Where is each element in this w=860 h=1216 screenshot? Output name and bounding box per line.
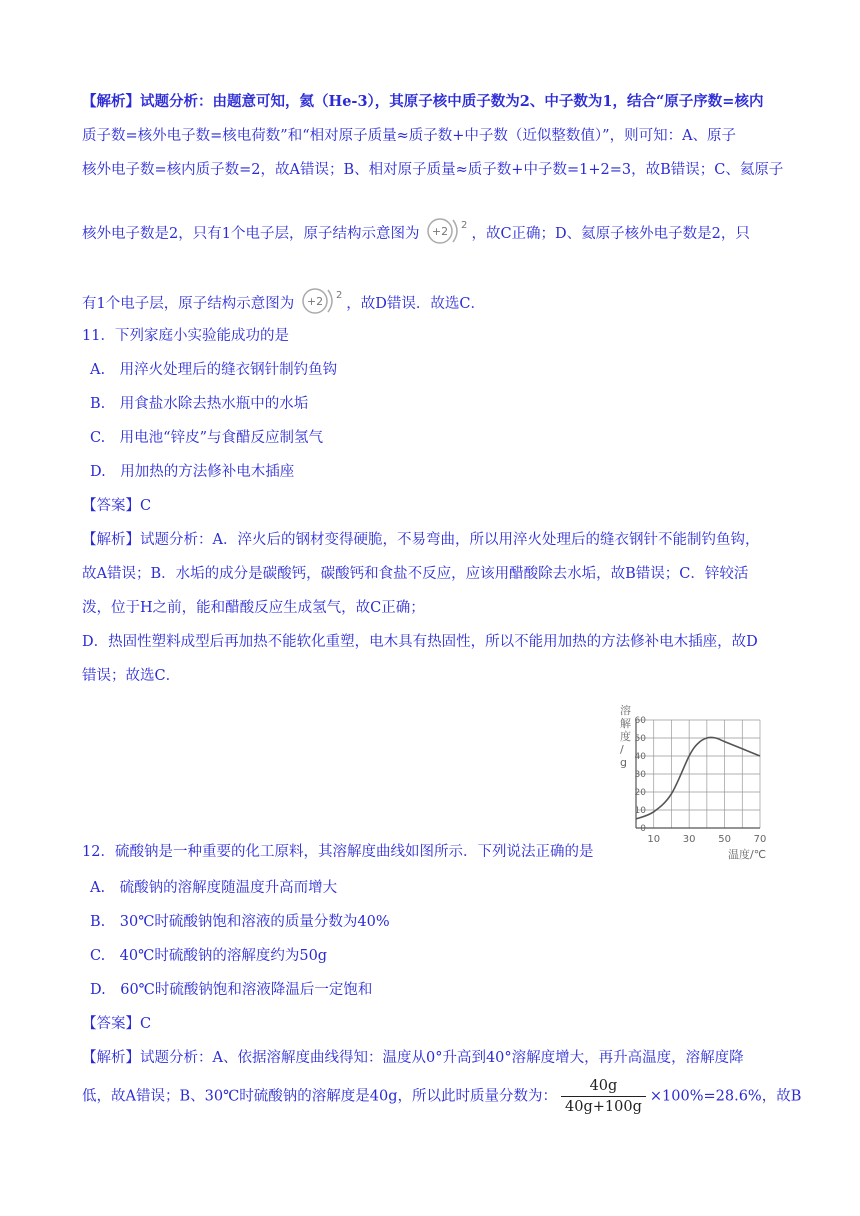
q11-option-b: B. 用食盐水除去热水瓶中的水垢 — [90, 396, 309, 412]
q11-option-d: D. 用加热的方法修补电木插座 — [90, 464, 295, 480]
q10-analysis-line-1: 【解析】试题分析：由题意可知，氦（He-3），其原子核中质子数为2、中子数为1，结合“原子序数=核内 — [82, 93, 764, 110]
q10-analysis-line-3: 核外电子数=核内质子数=2，故A错误；B、相对原子质量≈质子数+中子数=1+2=3，故B错误；C、氦原子 — [82, 162, 784, 178]
x-tick-label: 10 — [647, 834, 661, 845]
helium-atom-diagram-1 — [423, 214, 467, 254]
atom-electron-label: 2 — [336, 290, 343, 301]
chart-xlabel: 温度/℃ — [728, 848, 767, 861]
q10-analysis-line-5a: 有1个电子层，原子结构示意图为 — [82, 296, 295, 312]
atom-electron-label: 2 — [461, 220, 468, 231]
q10-analysis-line-5b: ，故D错误．故选C． — [346, 296, 485, 312]
y-tick-label: 40 — [634, 752, 646, 762]
fraction-denominator: 40g+100g — [565, 1099, 642, 1115]
solubility-curve — [636, 737, 760, 819]
x-tick-label: 70 — [753, 834, 767, 845]
q11-option-c: C. 用电池“锌皮”与食醋反应制氢气 — [90, 430, 324, 446]
q12-stem: 12．硫酸钠是一种重要的化工原料，其溶解度曲线如图所示．下列说法正确的是 — [82, 844, 594, 860]
q12-answer: 【答案】C — [82, 1016, 152, 1032]
q10-analysis-line-4a: 核外电子数是2，只有1个电子层，原子结构示意图为 — [82, 226, 420, 242]
y-tick-label: 10 — [634, 806, 646, 816]
mass-fraction-formula — [561, 1076, 646, 1117]
y-tick-label: 30 — [634, 770, 646, 780]
q10-analysis-line-4 — [82, 214, 750, 254]
y-tick-label: 60 — [634, 716, 646, 726]
q11-analysis-line-1: 【解析】试题分析：A．淬火后的钢材变得硬脆，不易弯曲，所以用淬火处理后的缝衣钢针不能制钓鱼钩， — [82, 532, 760, 548]
q12-analysis-line-2b: ×100%=28.6%，故B — [649, 1088, 802, 1105]
q11-analysis-line-2: 故A错误；B．水垢的成分是碳酸钙，碳酸钙和食盐不反应，应该用醋酸除去水垢，故B错误；C．锌较活 — [82, 566, 749, 582]
q12-option-a: A. 硫酸钠的溶解度随温度升高而增大 — [90, 880, 338, 896]
x-tick-label: 50 — [718, 834, 731, 845]
atom-nucleus-label: +2 — [307, 295, 324, 308]
q12-analysis-line-1: 【解析】试题分析：A、依据溶解度曲线得知：温度从0°升高到40°溶解度增大，再升高温度，溶解度降 — [82, 1050, 744, 1066]
y-tick-label: 0 — [640, 824, 646, 834]
y-tick-label: 50 — [634, 734, 646, 744]
chart-ticks — [635, 716, 767, 845]
q11-analysis-line-5: 错误；故选C． — [82, 668, 181, 684]
chart-ylabel: 溶解度/ g — [620, 704, 631, 769]
q11-option-a: A. 用淬火处理后的缝衣钢针制钓鱼钩 — [90, 362, 338, 378]
q11-answer: 【答案】C — [82, 498, 152, 514]
q12-analysis-line-2a: 低，故A错误；B、30℃时硫酸钠的溶解度是40g，所以此时质量分数为： — [82, 1088, 558, 1105]
helium-atom-diagram-2 — [298, 284, 342, 324]
q10-analysis-line-4b: ，故C正确；D、氦原子核外电子数是2，只 — [471, 226, 750, 242]
q12-option-b: B. 30℃时硫酸钠饱和溶液的质量分数为40% — [90, 914, 390, 930]
x-tick-label: 30 — [682, 834, 696, 845]
fraction-numerator: 40g — [561, 1076, 646, 1097]
q11-analysis-line-3: 泼，位于H之前，能和醋酸反应生成氢气，故C正确； — [82, 600, 425, 616]
y-tick-label: 20 — [634, 788, 646, 798]
q10-analysis-line-2: 质子数=核外电子数=核电荷数”和“相对原子质量≈质子数+中子数（近似整数值）”，则可知：A、原子 — [82, 128, 737, 144]
q11-analysis-line-4: D．热固性塑料成型后再加热不能软化重塑，电木具有热固性，所以不能用加热的方法修补电木插座，故D — [82, 634, 758, 650]
solubility-chart — [612, 694, 772, 864]
q12-option-d: D. 60℃时硫酸钠饱和溶液降温后一定饱和 — [90, 982, 373, 998]
q12-analysis-line-2 — [82, 1076, 801, 1117]
q12-option-c: C. 40℃时硫酸钠的溶解度约为50g — [90, 948, 328, 964]
q10-analysis-line-5 — [82, 284, 485, 324]
q11-stem: 11．下列家庭小实验能成功的是 — [82, 328, 289, 344]
atom-nucleus-label: +2 — [432, 225, 449, 238]
